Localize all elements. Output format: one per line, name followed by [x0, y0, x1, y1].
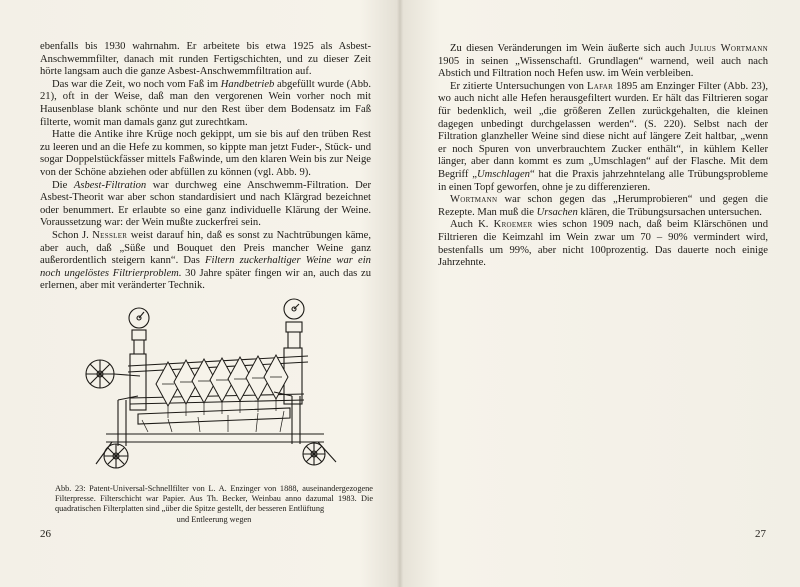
emphasis-ursachen: Ursachen [536, 206, 578, 218]
left-paragraph-1: ebenfalls bis 1930 wahrnahm. Er arbeitete bis etwa 1925 als Asbest-Anschwemmfilter, danach mit runden Fertigschichten, und zu dieser Zeit hörte langsam auch die ganze Asbest-Anschwemmfiltration auf. [40, 41, 371, 78]
right-paragraph-1: Zu diesen Veränderungen im Wein äußerte sich auch Julius Wortmann 1905 in seinen „Wissenschaftl. Grundlagen“ warnend, weil auch nach Abstich und Filtration noch Hefen usw. im Wein verbleiben. [438, 43, 768, 80]
left-paragraph-5: Schon J. Nessler weist darauf hin, daß es sonst zu Nachtrübungen käme, aber auch, daß „Süße und Bouquet den Preis mancher Weine ganz außerordentlich steigern kann“. Das Filtern zuckerhaltiger Weine war ein noch ungelöstes Filtrierproblem. 30 Jahre später fingen wir an, auch das zu erlernen, aber mit veränderter Technik. [40, 229, 371, 292]
right-text-block [438, 43, 768, 270]
caption-last-line: und Entleerung wegen [176, 514, 252, 524]
emphasis-asbest-filtration: Asbest-Filtration [73, 179, 147, 191]
filter-press-drawing [78, 296, 343, 481]
right-page [400, 0, 800, 587]
left-paragraph-4: Die Asbest-Filtration war durchweg eine Anschwemm-Filtration. Der Asbest-Theorit war aber schon standardisiert und nach Klärgrad bezeichnet oder benummert. Er erlaubte so eine ganz individuelle Klärung der Weine. Voraussetzung war: der Wein mußte zuckerfrei sein. [40, 179, 372, 229]
page-number-right: 27 [755, 528, 766, 540]
emphasis-filtern: Filtern zuckerhaltiger Weine war ein noch ungelöstes Filtrierproblem. [40, 255, 371, 279]
filter-press-illustration [78, 296, 343, 481]
left-paragraph-3: Hatte die Antike ihre Krüge noch gekippt, um sie bis auf den trüben Rest zu leeren und an die Hefe zu kommen, so kippte man jetzt Fuder-, Stück- und sogar Doppelstückfässer mittels Faßwinde, um den klaren Wein bis zur Neige von der Schöne abziehen oder abfüllen zu können (vgl. Abb. 9). [40, 129, 371, 178]
name-kroemer: Kroemer [493, 219, 533, 231]
left-text-block [40, 41, 371, 293]
name-nessler: Nessler [92, 229, 128, 241]
emphasis-umschlagen: Umschlagen [476, 168, 530, 180]
left-paragraph-2: Das war die Zeit, wo noch vom Faß im Handbetrieb abgefüllt wurde (Abb. 21), oft in der Weise, daß man den vergorenen Wein vorher noch mit Hausenblase blank schönte und nur den Rest über dem Bodensatz im Faß filterte, womit man damals ganz gut zurechtkam. [40, 78, 371, 128]
emphasis-handbetrieb: Handbetrieb [220, 78, 275, 90]
right-paragraph-3: Wortmann war schon gegen das „Herumprobieren“ und gegen die Rezepte. Man muß die Ursachen klären, die Trübungsursachen untersuchen. [438, 194, 768, 218]
name-lafar: Lafar [586, 80, 614, 92]
caption-text: Abb. 23: Patent-Universal-Schnellfilter von L. A. Enzinger von 1888, auseinandergezogene Filterpresse. Filterschicht war Papier. Aus Th. Becker, Weinbau anno dazumal 1983. Die quadratischen Filterplatten sind „über die Spitze gestellt, der besseren Entlüftung [55, 484, 373, 514]
page-number-left: 26 [40, 528, 51, 540]
name-wortmann: Julius Wortmann [689, 43, 768, 54]
right-paragraph-2: Er zitierte Untersuchungen von Lafar 1895 am Enzinger Filter (Abb. 23), wo auch nicht alle Hefen herausgefiltert wurden. Er hält das Filtrieren sogar für bedenklich, weil „die größeren Zellen zurückgehalten, die kleinen dagegen unbedingt durchgelassen werden“. (S. 220). Selbst nach der Filtration glanzheller Weine sind diese nicht auf längere Zeit haltbar, „wenn er noch Spuren von unverbrauchtem Zucker enthält“, in kühlem Keller länger, aber dann kommt es zum „Umschlagen“ auf der Flasche. Mit dem Begriff „Umschlagen“ hat die Praxis jahrzehntelang alle Trübungsprobleme in einen Topf geworfen, ohne je zu differenzieren. [438, 80, 768, 193]
name-wortmann-2: Wortmann [450, 194, 498, 206]
figure-caption [55, 484, 373, 525]
right-paragraph-4: Auch K. Kroemer wies schon 1909 nach, daß beim Klärschönen und Filtrieren die Keimzahl im Wein zwar um 70 – 90% vermindert wird, bestenfalls um 99%, aber nicht 100prozentig. Das dauerte noch einige Jahrzehnte. [438, 219, 768, 269]
